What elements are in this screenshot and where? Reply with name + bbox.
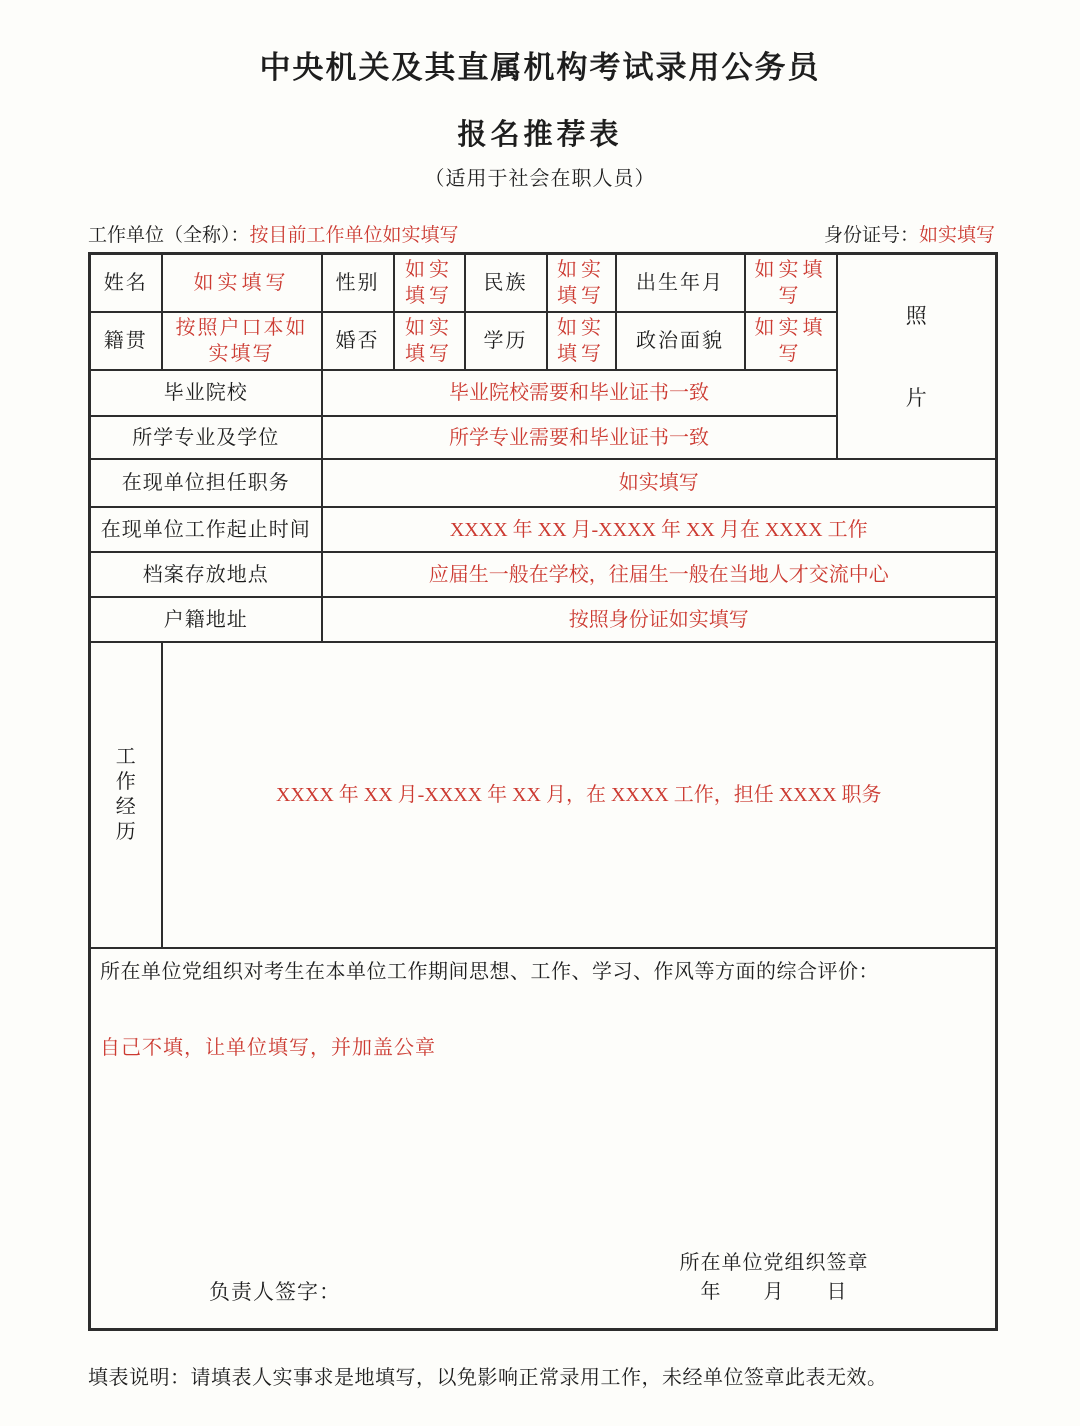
date-line: 年 月 日 (700, 1281, 848, 1303)
major-degree-label-cell: 所学专业及学位 (90, 416, 322, 459)
origin-value-cell: 按照户口本如实填写 (162, 312, 322, 370)
birthdate-label-cell: 出生年月 (616, 254, 745, 313)
ethnicity-value-cell: 如实填写 (547, 254, 616, 313)
household-address-value-cell: 按照身份证如实填写 (322, 597, 997, 642)
name-label-cell: 姓名 (90, 254, 162, 313)
footnote: 填表说明：请填表人实事求是地填写，以免影响正常录用工作，未经单位签章此表无效。 (88, 1366, 888, 1389)
form-subtitle: 报名推荐表 (457, 119, 623, 151)
org-seal-label: 所在单位党组织签章 (679, 1252, 869, 1274)
gender-label-cell: 性别 (322, 254, 394, 313)
table-row (90, 948, 997, 1329)
graduate-school-label-cell: 毕业院校 (90, 370, 322, 416)
evaluation-prompt: 所在单位党组织对考生在本单位工作期间思想、工作、学习、作风等方面的综合评价： (100, 961, 879, 983)
evaluation-note: 自己不填，让单位填写，并加盖公章 (100, 1037, 436, 1059)
table-row (90, 459, 997, 507)
photo-label: 照片 (905, 303, 927, 410)
political-status-value-cell: 如实填写 (745, 312, 837, 370)
graduate-school-value-cell: 毕业院校需要和毕业证书一致 (322, 370, 837, 416)
gender-value-cell: 如实填写 (394, 254, 465, 313)
photo-cell (837, 254, 997, 460)
current-position-value-cell: 如实填写 (322, 459, 997, 507)
origin-label-cell: 籍贯 (90, 312, 162, 370)
work-experience-label: 工作经历 (115, 746, 136, 843)
major-degree-value-cell: 所学专业需要和毕业证书一致 (322, 416, 837, 459)
table-row (90, 507, 997, 552)
marriage-label-cell: 婚否 (322, 312, 394, 370)
work-unit-line (88, 224, 459, 248)
form-page (0, 48, 1080, 1426)
work-unit-value: 按目前工作单位如实填写 (249, 225, 459, 246)
table-row (90, 597, 997, 642)
work-period-label-cell: 在现单位工作起止时间 (90, 507, 322, 552)
ethnicity-label-cell: 民族 (465, 254, 547, 313)
archive-location-value-cell: 应届生一般在学校，往届生一般在当地人才交流中心 (322, 552, 997, 597)
archive-location-label-cell: 档案存放地点 (90, 552, 322, 597)
table-row (90, 254, 997, 313)
work-experience-label-cell (90, 642, 162, 948)
signer-label: 负责人签字： (209, 1280, 341, 1304)
political-status-label-cell: 政治面貌 (616, 312, 745, 370)
id-number-label: 身份证号： (823, 225, 919, 246)
form-table (88, 252, 998, 1331)
current-position-label-cell: 在现单位担任职务 (90, 459, 322, 507)
birthdate-value-cell: 如实填写 (745, 254, 837, 313)
household-address-label-cell: 户籍地址 (90, 597, 322, 642)
education-label-cell: 学历 (465, 312, 547, 370)
marriage-value-cell: 如实填写 (394, 312, 465, 370)
id-number-line (824, 224, 995, 248)
name-value-cell: 如实填写 (162, 254, 322, 313)
work-period-value-cell: XXXX 年 XX 月-XXXX 年 XX 月在 XXXX 工作 (322, 507, 997, 552)
table-row (90, 642, 997, 948)
form-applicability-note: （适用于社会在职人员） (424, 168, 656, 190)
education-value-cell: 如实填写 (547, 312, 616, 370)
form-title: 中央机关及其直属机构考试录用公务员 (259, 50, 821, 85)
evaluation-cell (90, 948, 997, 1329)
table-row (90, 552, 997, 597)
org-seal-block (639, 1250, 909, 1307)
id-number-value: 如实填写 (918, 225, 995, 246)
work-unit-label: 工作单位（全称）： (88, 225, 250, 246)
info-line (88, 224, 995, 248)
work-experience-value-cell: XXXX 年 XX 月-XXXX 年 XX 月，在 XXXX 工作，担任 XXXX 职务 (162, 642, 997, 948)
